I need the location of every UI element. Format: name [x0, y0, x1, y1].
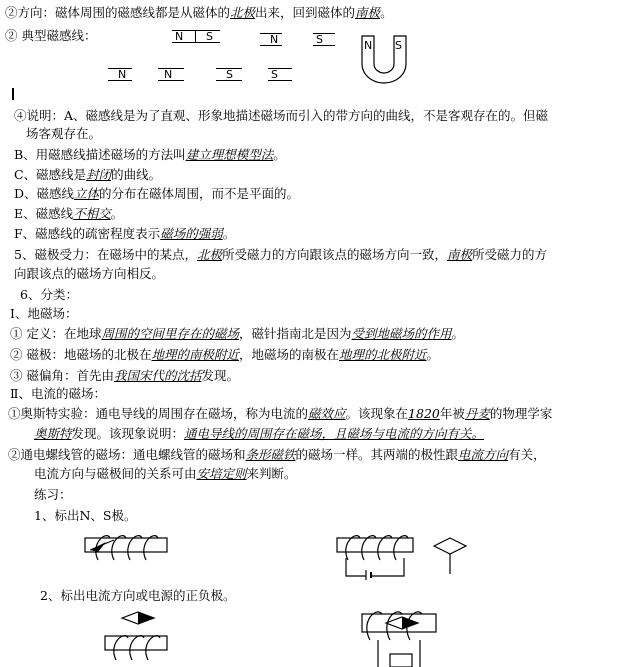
horseshoe-n-label: N — [364, 39, 373, 52]
note-a: ④说明：A、磁感线是为了直观、形象地描述磁场而引入的带方向的曲线，不是客观存在的。但磁 — [14, 108, 549, 123]
solenoid-needle-diagram-2 — [104, 610, 170, 667]
bar-magnet-6: S — [216, 68, 242, 81]
bar-magnet-3: S — [313, 33, 335, 46]
oersted-experiment-cont: 奥斯特发现。该现象说明：通电导线的周围存在磁场，且磁场与电流的方向有关。 — [34, 426, 485, 441]
text-cursor — [12, 88, 14, 100]
horseshoe-s-label: S — [395, 39, 402, 52]
solenoid-field-cont: 电流方向与磁极间的关系可由安培定则来判断。 — [34, 466, 297, 481]
horseshoe-magnet — [360, 36, 410, 84]
pole-force-line-cont: 向跟该点的磁场方向相反。 — [14, 266, 165, 281]
solenoid-compass-diagram — [84, 530, 170, 564]
bar-magnet-5: N — [158, 68, 184, 81]
earth-poles: ② 磁极：地磁场的北极在地理的南极附近，地磁场的南极在地理的北极附近。 — [10, 347, 440, 362]
typical-field-lines-label: ② 典型磁感线： — [5, 28, 97, 43]
direction-line: ②方向：磁体周围的磁感线都是从磁体的北极出来，回到磁体的南极。 — [5, 5, 393, 20]
earth-definition: ① 定义：在地球周围的空间里存在的磁场，磁针指南北是因为受到地磁场的作用。 — [10, 326, 465, 341]
pole-force-line: 5、磁极受力：在磁场中的某点，北极所受磁力的方向跟该点的磁场方向一致，南极所受磁力的方 — [14, 247, 548, 262]
note-c: C、磁感线是封闭的曲线。 — [14, 167, 162, 182]
bar-magnet-7: S — [268, 68, 292, 81]
solenoid-battery-circuit — [336, 532, 416, 580]
oersted-experiment: ①奥斯特实验：通电导线的周围存在磁场，称为电流的磁效应。该现象在1820年被丹麦的物理学家 — [8, 406, 553, 421]
bar-magnet-1: N S — [172, 30, 220, 43]
bar-magnet-4: N — [108, 68, 132, 81]
practice-heading: 练习： — [34, 487, 72, 502]
exercise-2: 2、标出电流方向或电源的正负极。 — [40, 588, 236, 603]
current-field-heading: Ⅱ、电流的磁场： — [10, 386, 106, 401]
note-d: D、磁感线立体的分布在磁体周围，而不是平面的。 — [14, 186, 300, 201]
compass-needle-diagram — [432, 536, 468, 576]
solenoid-field: ②通电螺线管的磁场：通电螺线管的磁场和条形磁铁的磁场一样。其两端的极性跟电流方向有关， — [8, 447, 546, 462]
exercise-1: 1、标出N、S极。 — [34, 508, 137, 523]
magnetic-declination: ③ 磁偏角：首先由我国宋代的沈括发现。 — [10, 368, 240, 383]
bar-magnet-2: N — [260, 33, 282, 46]
note-b: B、用磁感线描述磁场的方法叫建立理想模型法。 — [14, 147, 286, 162]
note-f: F、磁感线的疏密程度表示磁场的强弱。 — [14, 226, 236, 241]
earth-field-heading: Ⅰ、地磁场： — [10, 306, 78, 321]
solenoid-needle-diagram-3 — [356, 604, 440, 667]
note-a-cont: 场客观存在。 — [26, 126, 102, 141]
note-e: E、磁感线不相交。 — [14, 206, 124, 221]
classification-heading: 6、分类： — [20, 287, 78, 302]
